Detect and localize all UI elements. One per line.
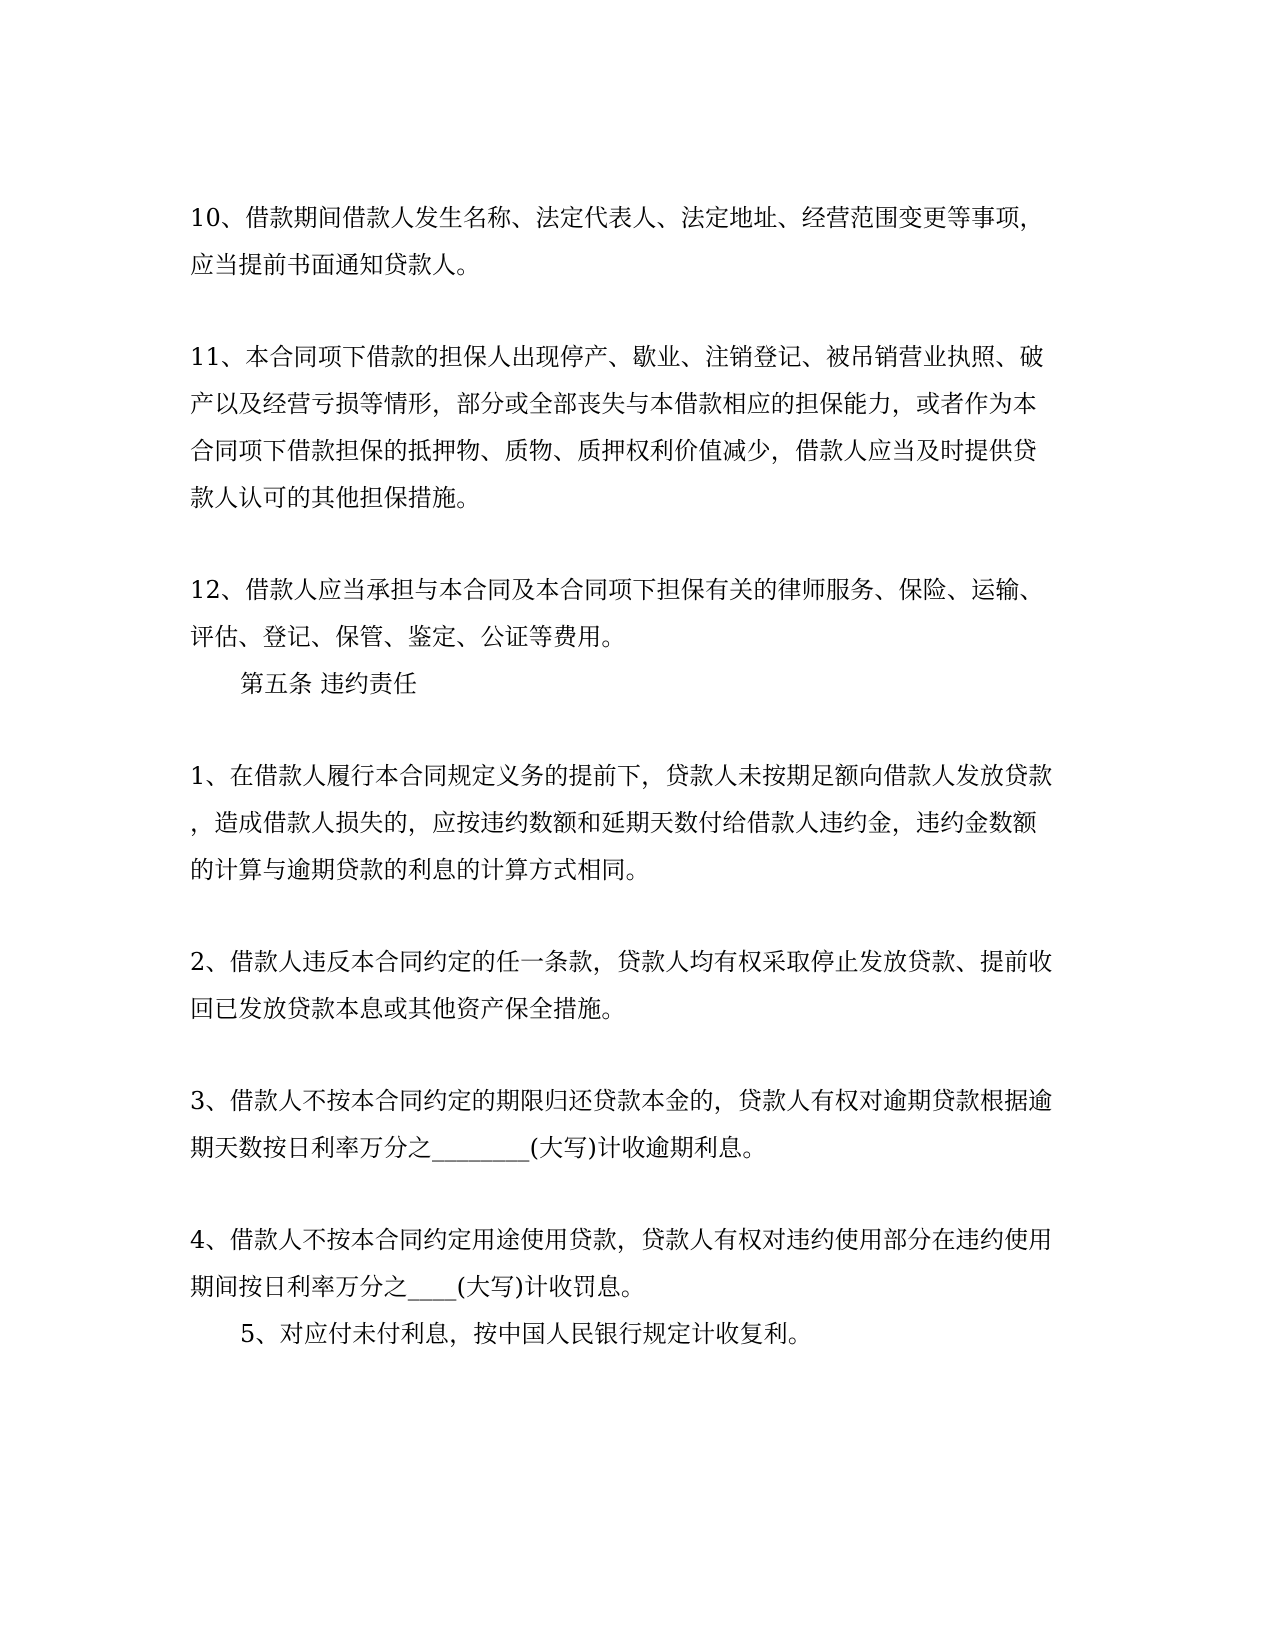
item-2-line-2: 回已发放贷款本息或其他资产保全措施。: [190, 995, 626, 1023]
clause-11-line-1: 11、本合同项下借款的担保人出现停产、歇业、注销登记、被吊销营业执照、破: [190, 343, 1044, 371]
item-1-line-3: 的计算与逾期贷款的利息的计算方式相同。: [190, 856, 650, 884]
item-3-line-2: 期天数按日利率万分之________(大写)计收逾期利息。: [190, 1134, 767, 1162]
item-5-line-1: 5、对应付未付利息，按中国人民银行规定计收复利。: [240, 1320, 813, 1348]
clause-10-line-1: 10、借款期间借款人发生名称、法定代表人、法定地址、经营范围变更等事项，: [190, 204, 1044, 232]
clause-11-line-4: 款人认可的其他担保措施。: [190, 484, 481, 512]
item-1-line-1: 1、在借款人履行本合同规定义务的提前下，贷款人未按期足额向借款人发放贷款: [190, 762, 1053, 790]
item-3-line-1: 3、借款人不按本合同约定的期限归还贷款本金的，贷款人有权对逾期贷款根据逾: [190, 1087, 1053, 1115]
clause-10-line-2: 应当提前书面通知贷款人。: [190, 251, 481, 279]
item-4-line-1: 4、借款人不按本合同约定用途使用贷款，贷款人有权对违约使用部分在违约使用: [190, 1226, 1053, 1254]
clause-12-line-2: 评估、登记、保管、鉴定、公证等费用。: [190, 623, 626, 651]
clause-11-line-3: 合同项下借款担保的抵押物、质物、质押权利价值减少，借款人应当及时提供贷: [190, 437, 1037, 465]
article-5-heading: 第五条 违约责任: [240, 670, 418, 698]
item-4-line-2: 期间按日利率万分之____(大写)计收罚息。: [190, 1273, 646, 1301]
clause-11-line-2: 产以及经营亏损等情形，部分或全部丧失与本借款相应的担保能力，或者作为本: [190, 390, 1037, 418]
item-2-line-1: 2、借款人违反本合同约定的任一条款，贷款人均有权采取停止发放贷款、提前收: [190, 948, 1053, 976]
item-1-line-2: ，造成借款人损失的，应按违约数额和延期天数付给借款人违约金，违约金数额: [190, 809, 1037, 837]
clause-12-line-1: 12、借款人应当承担与本合同及本合同项下担保有关的律师服务、保险、运输、: [190, 576, 1044, 604]
